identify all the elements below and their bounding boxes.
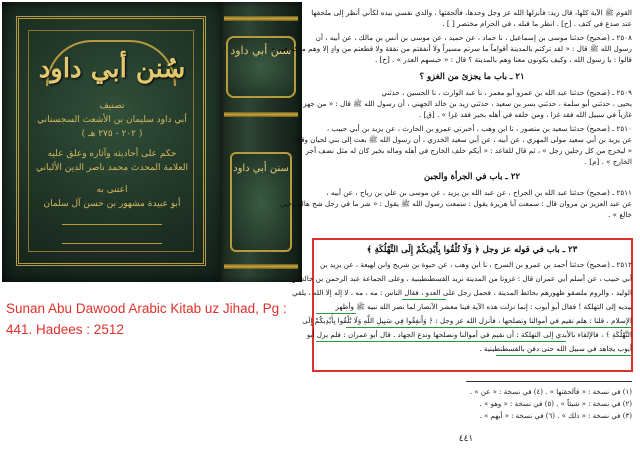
- text-line: القوم ﷺ الآية كلها، قال زيد: فأنزلها الله عز وجل وحدها، فألحقتها ، والذي نفسي بيده لكأني أنظر إلى ملحقها: [311, 8, 632, 17]
- spine-label-mid: سنن أبي داود: [230, 152, 292, 252]
- text-line: رسول الله ﷺ قال : « لقد تركتم بالمدينة أقواماً ما سرتم مسيراً ولا أنفقتم من نفقة ولا قطعتم من وادٍ إلا وهم معكم فيه »: [271, 44, 632, 53]
- text-line: قالوا : يا رسول الله ، وكيف يكونون معنا وهم بالمدينة ؟ قال : « حبسهم العذر » . [خ] .: [375, 55, 632, 64]
- text-line: ٢٥١١ ـ (صحيح) حدثنا عبد الله بن الجراح ، عن عبد الله بن يزيد ، عن موسى بن علي بن رباح ، عن أبيه ،: [326, 188, 632, 197]
- text-line: عند صدع في كتف . [ح] . انظر ما قبله ، في الحرام مختصر [ ] .: [442, 19, 632, 28]
- chapter-heading-22: ٢٢ ـ باب في الجرأة والجبن: [423, 172, 521, 182]
- spine-band: [224, 112, 298, 117]
- text-line: بيديه إلى التهلكة ! فقال أبو أيوب : إنما نزلت هذه الآية فينا معشر الأنصار لما نصر الله نبيه ﷺ وأظهر: [335, 302, 632, 311]
- scanned-book-page: [271, 2, 638, 447]
- underline-mark: [346, 327, 632, 328]
- text-line: ٢٥٠٨ ـ (صحيح) حدثنا موسى بن إسماعيل ، نا حماد ، عن حميد ، عن موسى بن أنس بن مالك ، عن أبيه ، أن: [315, 33, 632, 42]
- text-line: غازياً في سبيل الله فقد غزا ، ومن خلفه في أهله بخير فقد غزا » . [ق] .: [418, 110, 632, 119]
- chapter-heading-21: ٢١ ـ باب ما يجزئ من الغزو ؟: [419, 72, 525, 82]
- text-line: « ليخرج من كل رجلين رجل » ، ثم قال للقاعد : « أيكم خلف الخارج في أهله وماله بخير كان له مثل نصف أجر: [305, 146, 632, 155]
- chapter-heading-23: ٢٣ ـ باب في قوله عز وجل ﴿ وَلَا تُلْقُوا بِأَيْدِيكُمْ إِلَى التَّهْلُكَةِ ﴾: [366, 245, 578, 255]
- footnote-line: (٣) في نسخة : « ذلك » . (٦) في نسخة : « أيهم » .: [479, 412, 632, 420]
- underline-mark: [496, 355, 632, 356]
- cover-editor-name: العلامة المحدث محمد ناصر الدين الألباني: [36, 163, 188, 173]
- underline-mark: [402, 299, 446, 300]
- text-line: أبي حبيب ، عن أسلم أبي عمران قال : غزونا من المدينة نريد القسطنطينية ، وعلى الجماعة عبد الرحمن بن خالد بن: [291, 274, 632, 283]
- text-line: ٢٥٠٩ ـ (صحيح) حدثنا عبد الله بن عمرو أبو معمر ، نا عبد الوارث ، نا الحسين ، حدثني: [381, 88, 632, 97]
- text-line: خالع » .: [608, 210, 632, 219]
- text-line: ٢٥١٢ ـ (صحيح) حدثنا أحمد بن عمرو بن السرح ، نا ابن وهب ، عن حيوة بن شريح وابن لهيعة ، عن يزيد بن: [319, 260, 632, 269]
- text-line: الوليد ، والروم ملصقو ظهورهم بحائط المدينة ، فحمل رجل على العدو ، فقال الناس : مه ، مه ، لا إله إلا الله ، يلقي: [292, 288, 632, 297]
- cover-title: سُنن أبي داود: [38, 54, 186, 84]
- book-front-cover: [2, 2, 224, 282]
- image-caption: Sunan Abu Dawood Arabic Kitab uz Jihad, Pg : 441. Hadees : 2512: [6, 301, 287, 337]
- footnote-line: (٢) في نسخة : « شيئاً » . (٥) في نسخة : « وهو » .: [479, 400, 632, 408]
- cover-bottom-ornament: [62, 224, 162, 244]
- cover-author-name: أبي داود سليمان بن الأشعث السجستاني: [37, 115, 187, 125]
- text-line: أيوب يجاهد في سبيل الله حتى دفن بالقسطنطينية .: [479, 344, 632, 353]
- cover-author-line: تصنيف: [99, 101, 125, 111]
- text-line: الإسلام ، قلنا : هلم نقيم في أموالنا ونصلحها ، فأنزل الله عز وجل : ﴿ وَأَنفِقُوا فِي سَبِيلِ اللَّهِ وَلَا تُلْقُوا بِأَيْدِيكُمْ إِلَى: [302, 316, 632, 325]
- spine-band: [224, 264, 298, 269]
- footnote-line: (١) في نسخة : « فألحقتها » . (٤) في نسخة : « عن » .: [469, 388, 632, 396]
- underline-mark: [316, 341, 566, 342]
- cover-publisher-line: اعتنى به: [96, 185, 128, 195]
- book-cover-photo: [2, 2, 302, 282]
- text-line: عن عبد العزيز بن مروان قال : سمعت أبا هريرة يقول : سمعت رسول الله ﷺ يقول : « شر ما في رجل شح هالع وجبن: [279, 199, 632, 208]
- cover-publisher-name: أبو عبيدة مشهور بن حسن آل سلمان: [43, 199, 181, 209]
- text-line: التَّهْلُكَةِ ﴾ ، فالإلقاء بالأيدي إلى التهلكة : أن نقيم في أموالنا ونصلحها وندع الجهاد . قال أبو عمران : فلم يزل أبو: [306, 330, 632, 339]
- page-number: ٤٤١: [458, 434, 474, 444]
- footnote-rule: [466, 381, 632, 382]
- text-line: يحيى ، حدثني أبو سلمة ، حدثني بسر بن سعيد ، حدثني زيد بن خالد الجهني ، أن رسول الله ﷺ قال : « من جهز: [303, 99, 632, 108]
- underline-mark: [316, 313, 356, 314]
- text-line: الخارج » . [م] .: [584, 157, 632, 166]
- spine-band: [224, 16, 298, 21]
- cover-dates: ( ٢٠٢ - ٢٧٥ هـ ): [81, 129, 143, 139]
- spine-label-top: سنن أبي داود: [226, 36, 296, 98]
- cover-editor-line: حكم على أحاديثه وآثاره وعلق عليه: [47, 149, 177, 159]
- text-line: عن يزيد بن أبي سعيد مولى المهري ، عن أبيه ، عن أبي سعيد الخدري ، أن رسول الله ﷺ بعث إلى بني لحيان وقال :: [289, 135, 632, 144]
- text-line: ٢٥١٠ ـ (صحيح) حدثنا سعيد بن منصور ، نا ابن وهب ، أخبرني عمرو بن الحارث ، عن يزيد بن أبي حبيب ،: [326, 124, 632, 133]
